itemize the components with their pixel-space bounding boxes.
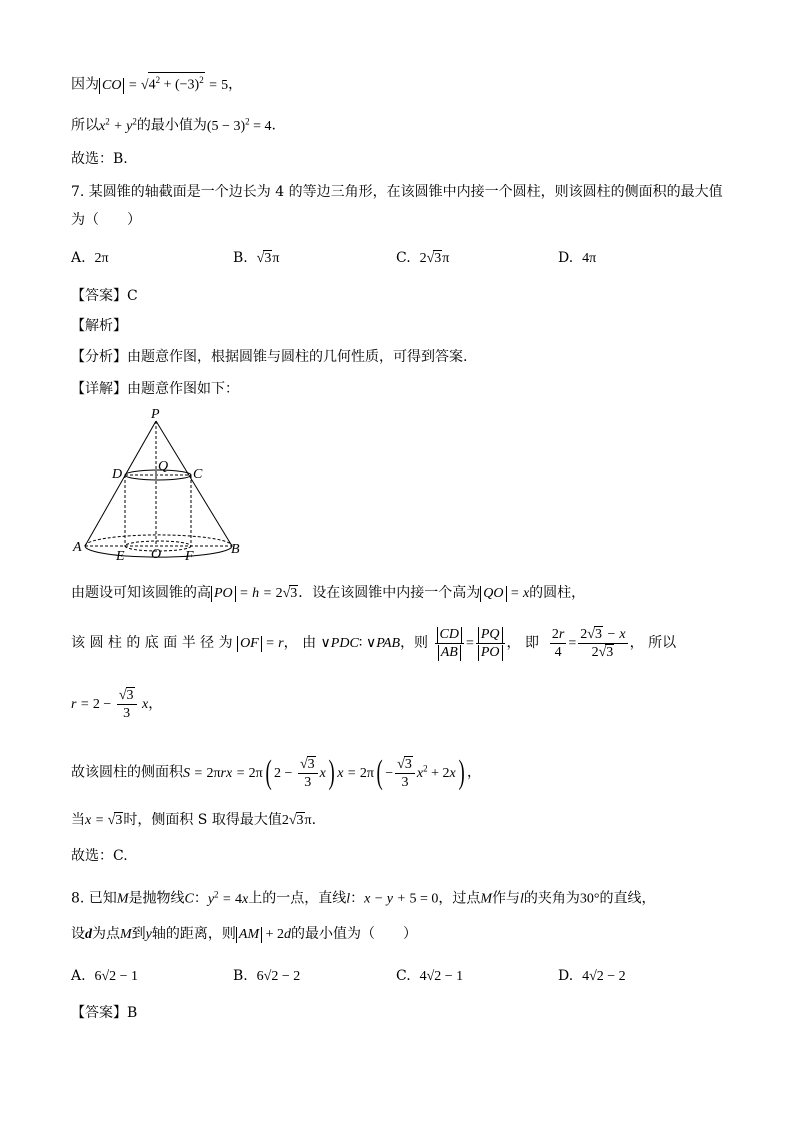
label-o: O bbox=[151, 547, 162, 562]
text-line-1: 因为 CO = $√4^2 + (-3)^2 = 5$， bbox=[71, 72, 242, 96]
label-a: A bbox=[73, 540, 82, 555]
q7-jiexi-heading: 【解析】 bbox=[71, 318, 127, 334]
q7-xiangjie: 【详解】由题意作图如下： bbox=[71, 381, 239, 397]
q7-option-c: C. 2√3π bbox=[396, 250, 450, 266]
question-7-line-1: 7. 某圆锥的轴截面是一个边长为 4 的等边三角形，在该圆锥中内接一个圆柱，则该圆柱的侧面积的最大值 bbox=[71, 184, 723, 200]
question-8-line-1: 8. 已知M是抛物线C：$y^2 = 4x$上的一点，直线l：x − y + 5 = 0，过点M作与l的夹角为30°的直线， bbox=[71, 889, 656, 907]
cone-cylinder-figure bbox=[68, 405, 258, 565]
q7-answer: 【答案】C bbox=[71, 288, 138, 304]
q8-option-c: C. 4√2 − 1 bbox=[396, 968, 464, 984]
label-c: C bbox=[193, 467, 203, 482]
solution-line-3: r = 2 − $\frac{√3}{3}$ x， bbox=[71, 688, 163, 722]
solution-line-5: 当x = √3时，侧面积 S 取得最大值2√3π. bbox=[71, 812, 317, 828]
solution-line-2: 该 圆 柱 的 底 面 半 径 为 OF = r， 由 ∨PDC∶ ∨PAB，则 $\frac{CD}{AB}$ = $\frac{PQ}{PO}$ ， 即 $\frac{2r}{4}$ = $\frac{2√3 - x}{2√3}$ ， 所以 bbox=[71, 626, 677, 660]
label-q: Q bbox=[158, 459, 169, 474]
q7-option-d: D. 4π bbox=[558, 250, 597, 266]
q8-option-a: A. 6√2 − 1 bbox=[71, 968, 139, 984]
text-line-2: 所以$x^2 + y^2$的最小值为$(5 - 3)^2 = 4$. bbox=[71, 116, 276, 134]
label-p: P bbox=[151, 407, 160, 422]
solution-line-4: 故该圆柱的侧面积S = 2πrx = 2π( 2 − $\frac{√3}{3}$ x) x = 2π( − $\frac{√3}{3}$ $x^2 + 2x$) ， bbox=[71, 754, 482, 792]
solution-line-1: 由题设可知该圆锥的高 PO = h = 2√3．设在该圆锥中内接一个高为 QO = x的圆柱， bbox=[71, 585, 586, 601]
solution-line-6: 故选：C. bbox=[71, 848, 128, 864]
q8-option-d: D. 4√2 − 2 bbox=[558, 968, 626, 984]
q8-option-b: B. 6√2 − 2 bbox=[233, 968, 301, 984]
q7-fenxi: 【分析】由题意作图，根据圆锥与圆柱的几何性质，可得到答案. bbox=[71, 349, 468, 365]
label-f: F bbox=[185, 549, 194, 564]
label-e: E bbox=[116, 549, 125, 564]
text-line-3: 故选：B. bbox=[71, 151, 128, 167]
q8-answer: 【答案】B bbox=[71, 1005, 138, 1021]
question-8-line-2: 设d为点M到y轴的距离，则 AM + 2d的最小值为（ ） bbox=[71, 926, 418, 942]
label-d: D bbox=[112, 467, 123, 482]
label-b: B bbox=[231, 542, 240, 557]
question-7-line-2: 为（ ） bbox=[71, 212, 141, 228]
q7-option-b: B. √3π bbox=[233, 250, 280, 266]
q7-option-a: A. 2π bbox=[71, 250, 109, 266]
